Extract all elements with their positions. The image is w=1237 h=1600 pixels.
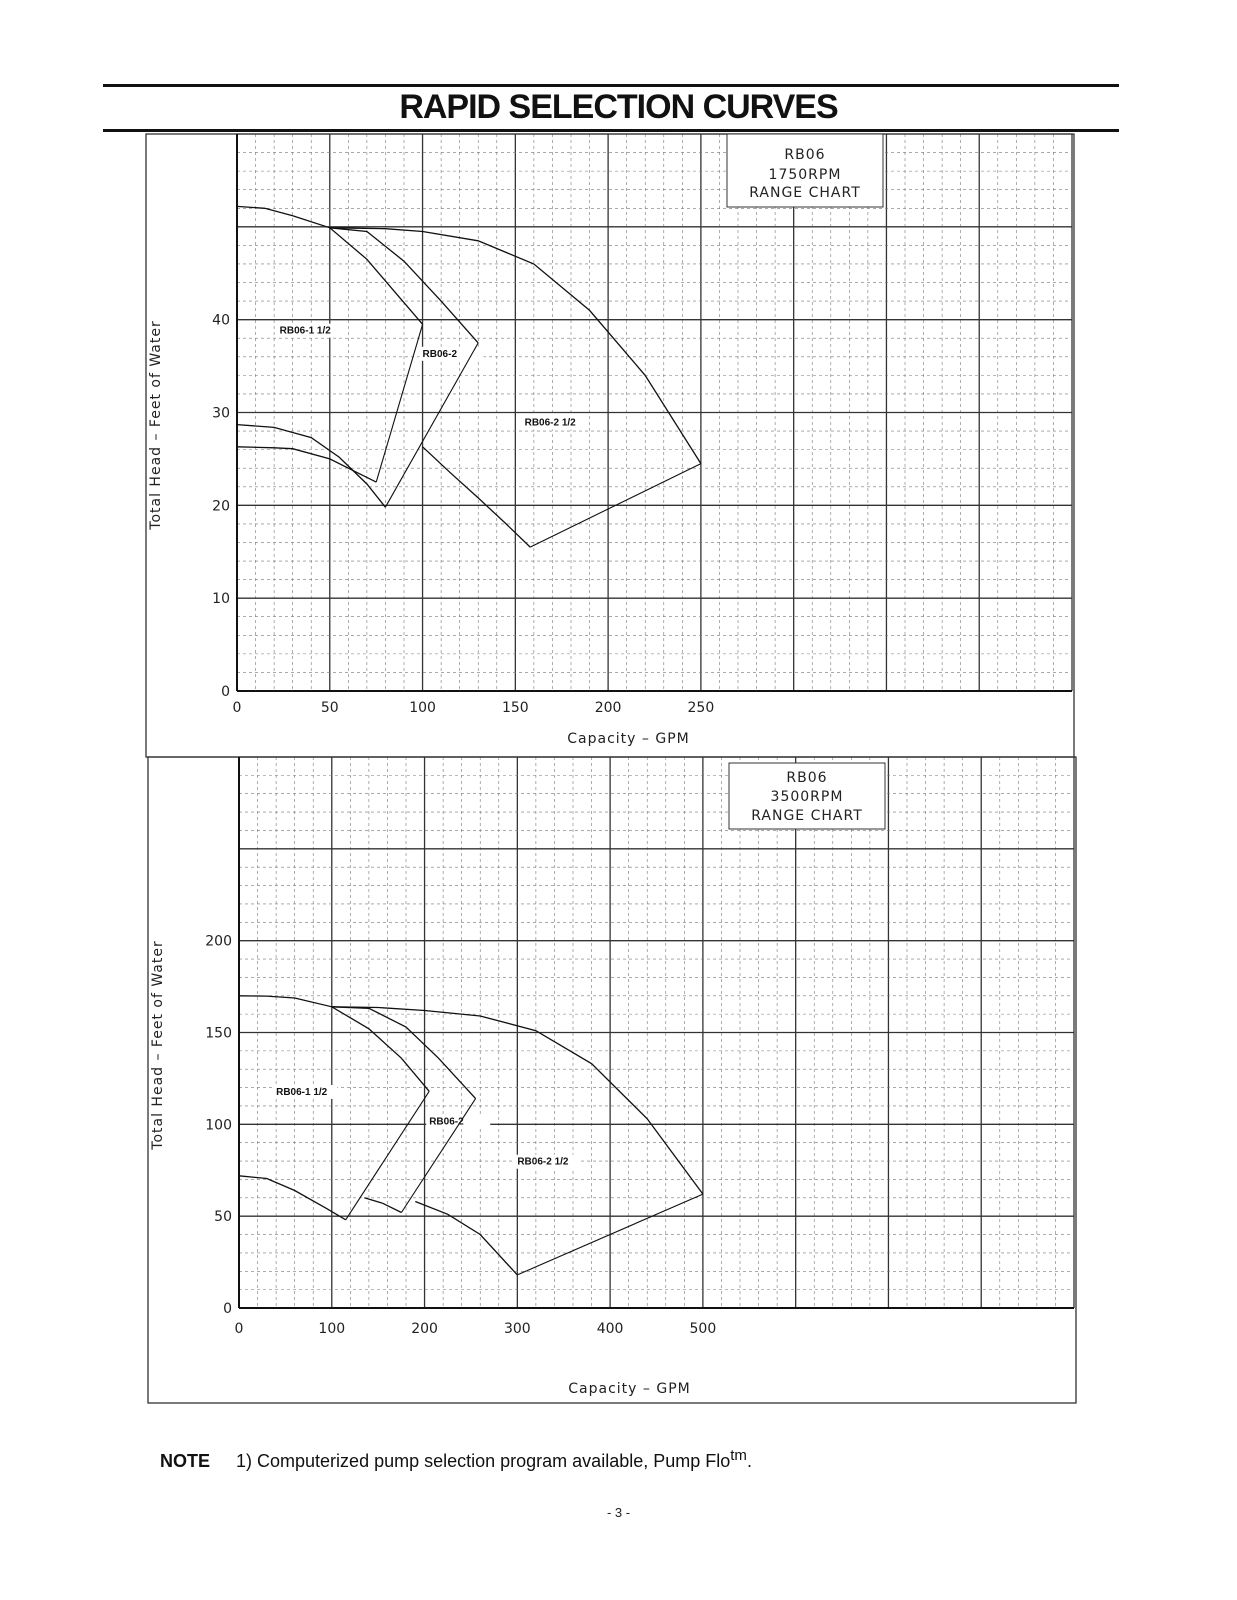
series-line-rb06-2-1-2-minimum-impeller [423, 447, 531, 547]
chart-title: RB06 [786, 770, 828, 786]
series-label: RB06-2 1/2 [517, 1156, 569, 1168]
page-number: - 3 - [606, 1505, 631, 1520]
chart-1 [146, 134, 1074, 757]
x-tick-label: 0 [234, 1321, 244, 1337]
x-tick-label: 300 [503, 1321, 531, 1337]
chart-subtitle: 3500RPM [770, 789, 844, 805]
x-axis-label: Capacity – GPM [567, 731, 690, 747]
chart-title: RB06 [784, 147, 826, 163]
series-line-rb06-2-1-2-minimum-impeller [415, 1202, 517, 1275]
x-tick-label: 150 [501, 700, 529, 716]
chart-2 [148, 757, 1076, 1403]
chart-subtitle: RANGE CHART [751, 808, 863, 824]
x-tick-label: 250 [687, 700, 715, 716]
y-tick-label: 40 [212, 312, 230, 329]
series-line-rb06-1-1-2 [239, 996, 429, 1092]
y-tick-label: 100 [205, 1117, 232, 1134]
x-tick-label: 100 [409, 700, 436, 716]
x-tick-label: 100 [318, 1321, 346, 1337]
y-tick-label: 10 [212, 591, 230, 608]
x-tick-label: 400 [596, 1321, 624, 1337]
series-label: RB06-2 [429, 1116, 464, 1128]
y-axis-label: Total Head – Feet of Water [150, 940, 166, 1150]
page-title: RAPID SELECTION CURVES [399, 88, 838, 126]
series-line-rb06-2-envelope [385, 343, 478, 507]
x-tick-label: 200 [594, 700, 622, 716]
y-tick-label: 200 [205, 933, 232, 950]
series-label: RB06-1 1/2 [276, 1086, 328, 1098]
x-axis-label: Capacity – GPM [568, 1381, 691, 1397]
x-tick-label: 200 [411, 1321, 438, 1337]
y-tick-label: 0 [223, 1301, 232, 1317]
series-line-rb06-1-1-2-envelope [376, 324, 422, 482]
chart-frame [148, 757, 1076, 1403]
note-label: NOTE [160, 1451, 211, 1471]
series-label: RB06-2 [422, 348, 458, 360]
y-tick-label: 0 [221, 684, 230, 700]
series-line-rb06-2-minimum-impeller [364, 1198, 401, 1213]
y-tick-label: 20 [212, 498, 230, 515]
x-tick-label: 0 [232, 700, 242, 716]
note-end: . [746, 1451, 752, 1471]
grid [237, 134, 1072, 691]
x-tick-label: 50 [320, 700, 339, 716]
series-line-rb06-2-minimum-impeller [237, 447, 376, 482]
series-label: RB06-2 1/2 [524, 417, 576, 429]
note-trademark: tm [730, 1447, 747, 1464]
y-tick-label: 50 [214, 1209, 232, 1226]
note-text: 1) Computerized pump selection program available, Pump Flo [236, 1451, 731, 1471]
x-tick-label: 500 [689, 1321, 717, 1337]
chart-subtitle: RANGE CHART [749, 185, 861, 201]
y-axis-label: Total Head – Feet of Water [148, 320, 164, 530]
y-tick-label: 30 [212, 405, 230, 422]
series-line-rb06-2 [332, 1007, 476, 1099]
y-tick-label: 150 [205, 1025, 232, 1042]
chart-subtitle: 1750RPM [768, 167, 842, 183]
grid [239, 757, 1074, 1308]
footnote [160, 1447, 752, 1472]
series-line-rb06-1-1-2-envelope [346, 1091, 430, 1220]
series-label: RB06-1 1/2 [279, 325, 331, 337]
